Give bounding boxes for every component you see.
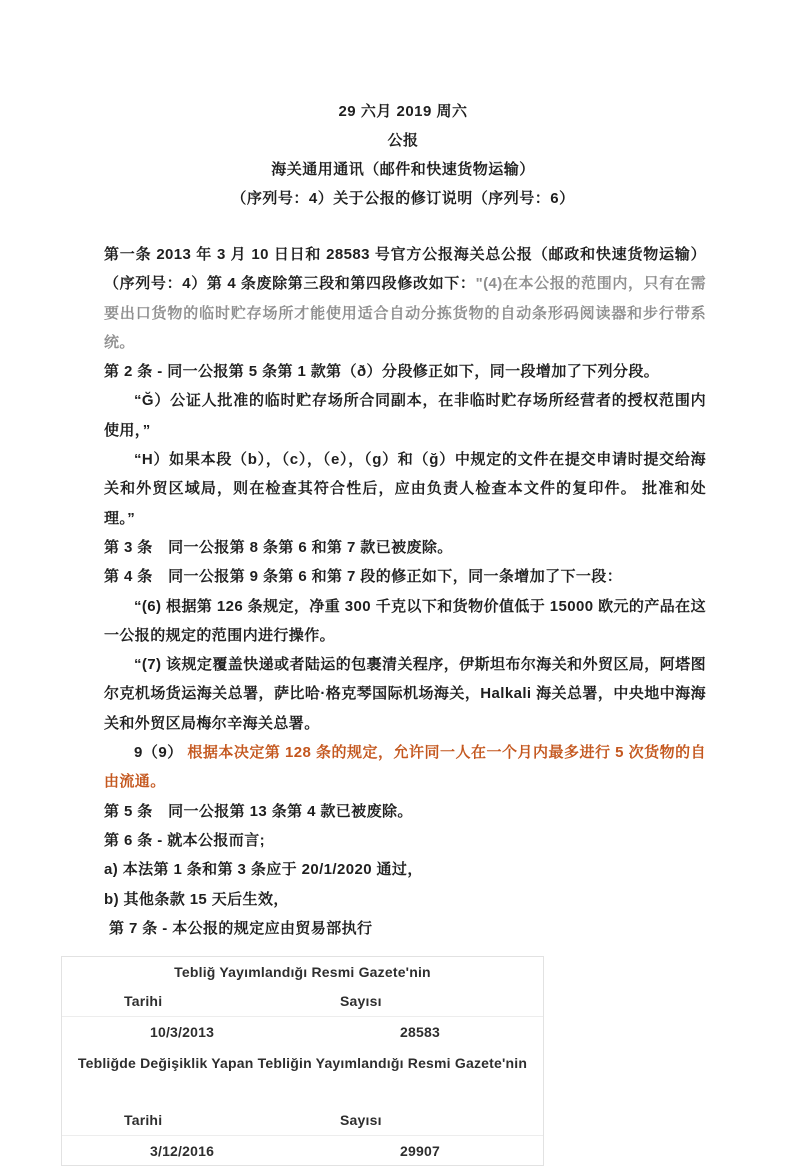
- article-4-paragraph-7: “(7) 该规定覆盖快递或者陆运的包裹清关程序，伊斯坦布尔海关和外贸区局，阿塔图尔克机场货运海关总署，萨比哈·格克琴国际机场海关，Halkali 海关总署，中央地中海海关和外贸区局梅尔辛海关总署。: [104, 656, 706, 732]
- paragraph-9-number: 9（9）: [134, 744, 183, 762]
- article-7: 第 7 条 - 本公报的规定应由贸易部执行: [109, 919, 373, 937]
- table-section1-title: Tebliğ Yayımlandığı Resmi Gazete'nin: [174, 964, 431, 981]
- article-6-item-a: a) 本法第 1 条和第 3 条应于 20/1/2020 通过，: [104, 861, 423, 879]
- gazette-table: [61, 956, 544, 1166]
- gazette-number-value: 28583: [400, 1024, 440, 1041]
- number-column-label-2: Sayısı: [340, 1112, 382, 1129]
- article-4: 第 4 条 同一公报第 9 条第 6 和第 7 段的修正如下，同一条增加了下一段：: [104, 568, 623, 586]
- article-6: 第 6 条 - 就本公报而言;: [104, 831, 266, 849]
- table-section1-header-row: [62, 987, 543, 1016]
- article-1: [104, 240, 706, 357]
- date-column-label: Tarihi: [124, 993, 163, 1010]
- article-6-item-b: b) 其他条款 15 天后生效，: [104, 890, 289, 908]
- table-section2-header-row: [62, 1106, 543, 1135]
- header-subject: 海关通用通讯（邮件和快速货物运输）: [271, 161, 535, 178]
- article-3: 第 3 条 同一公报第 8 条第 6 和第 7 款已被废除。: [104, 538, 453, 556]
- paragraph-9-highlighted-text: 根据本决定第 128 条的规定，允许同一人在一个月内最多进行 5 次货物的自由流通。: [104, 744, 706, 791]
- table-section2-title: Tebliğde Değişiklik Yapan Tebliğin Yayımlandığı Resmi Gazete'nin: [77, 1055, 528, 1072]
- document-header: [0, 0, 806, 213]
- article-4-paragraph-9: [104, 738, 706, 797]
- amending-gazette-date-value: 3/12/2016: [150, 1143, 215, 1160]
- article-1-quoted-text: "(4)在本公报的范围内，只有在需要出口货物的临时贮存场所才能使用适合自动分拣货物的自动条形码阅读器和步行带系统。: [104, 275, 706, 351]
- date-column-label-2: Tarihi: [124, 1112, 163, 1129]
- header-date: 29 六月 2019 周六: [338, 103, 468, 120]
- header-serial: （序列号：4）关于公报的修订说明（序列号：6）: [231, 190, 575, 207]
- gazette-date-value: 10/3/2013: [150, 1024, 215, 1041]
- article-5: 第 5 条 同一公报第 13 条第 4 款已被废除。: [104, 802, 413, 820]
- article-4-paragraph-6: “(6) 根据第 126 条规定，净重 300 千克以下和货物价值低于 15000 欧元的产品在这一公报的规定的范围内进行操作。: [104, 597, 706, 644]
- table-spacer: [62, 1080, 543, 1106]
- article-2-subparagraph-g: “Ğ）公证人批准的临时贮存场所合同副本，在非临时贮存场所经营者的授权范围内使用，”: [104, 392, 706, 439]
- amending-gazette-number-value: 29907: [400, 1143, 440, 1160]
- table-section1-data-row: [62, 1016, 543, 1046]
- document-body: [104, 240, 706, 943]
- number-column-label: Sayısı: [340, 993, 382, 1010]
- article-1-main-text: 第一条 2013 年 3 月 10 日日和 28583 号官方公报海关总公报（邮政和快速货物运输）（序列号：4）第 4 条废除第三段和第四段修改如下：: [104, 246, 706, 293]
- header-gazette-title: 公报: [387, 132, 419, 149]
- article-2-subparagraph-h: “H）如果本段（b），（c），（e），（g）和（ğ）中规定的文件在提交申请时提交给海关和外贸区域局，则在检查其符合性后，应由负责人检查本文件的复印件。 批准和处理。”: [104, 451, 706, 527]
- article-2: 第 2 条 - 同一公报第 5 条第 1 款第（ð）分段修正如下，同一段增加了下列分段。: [104, 363, 660, 381]
